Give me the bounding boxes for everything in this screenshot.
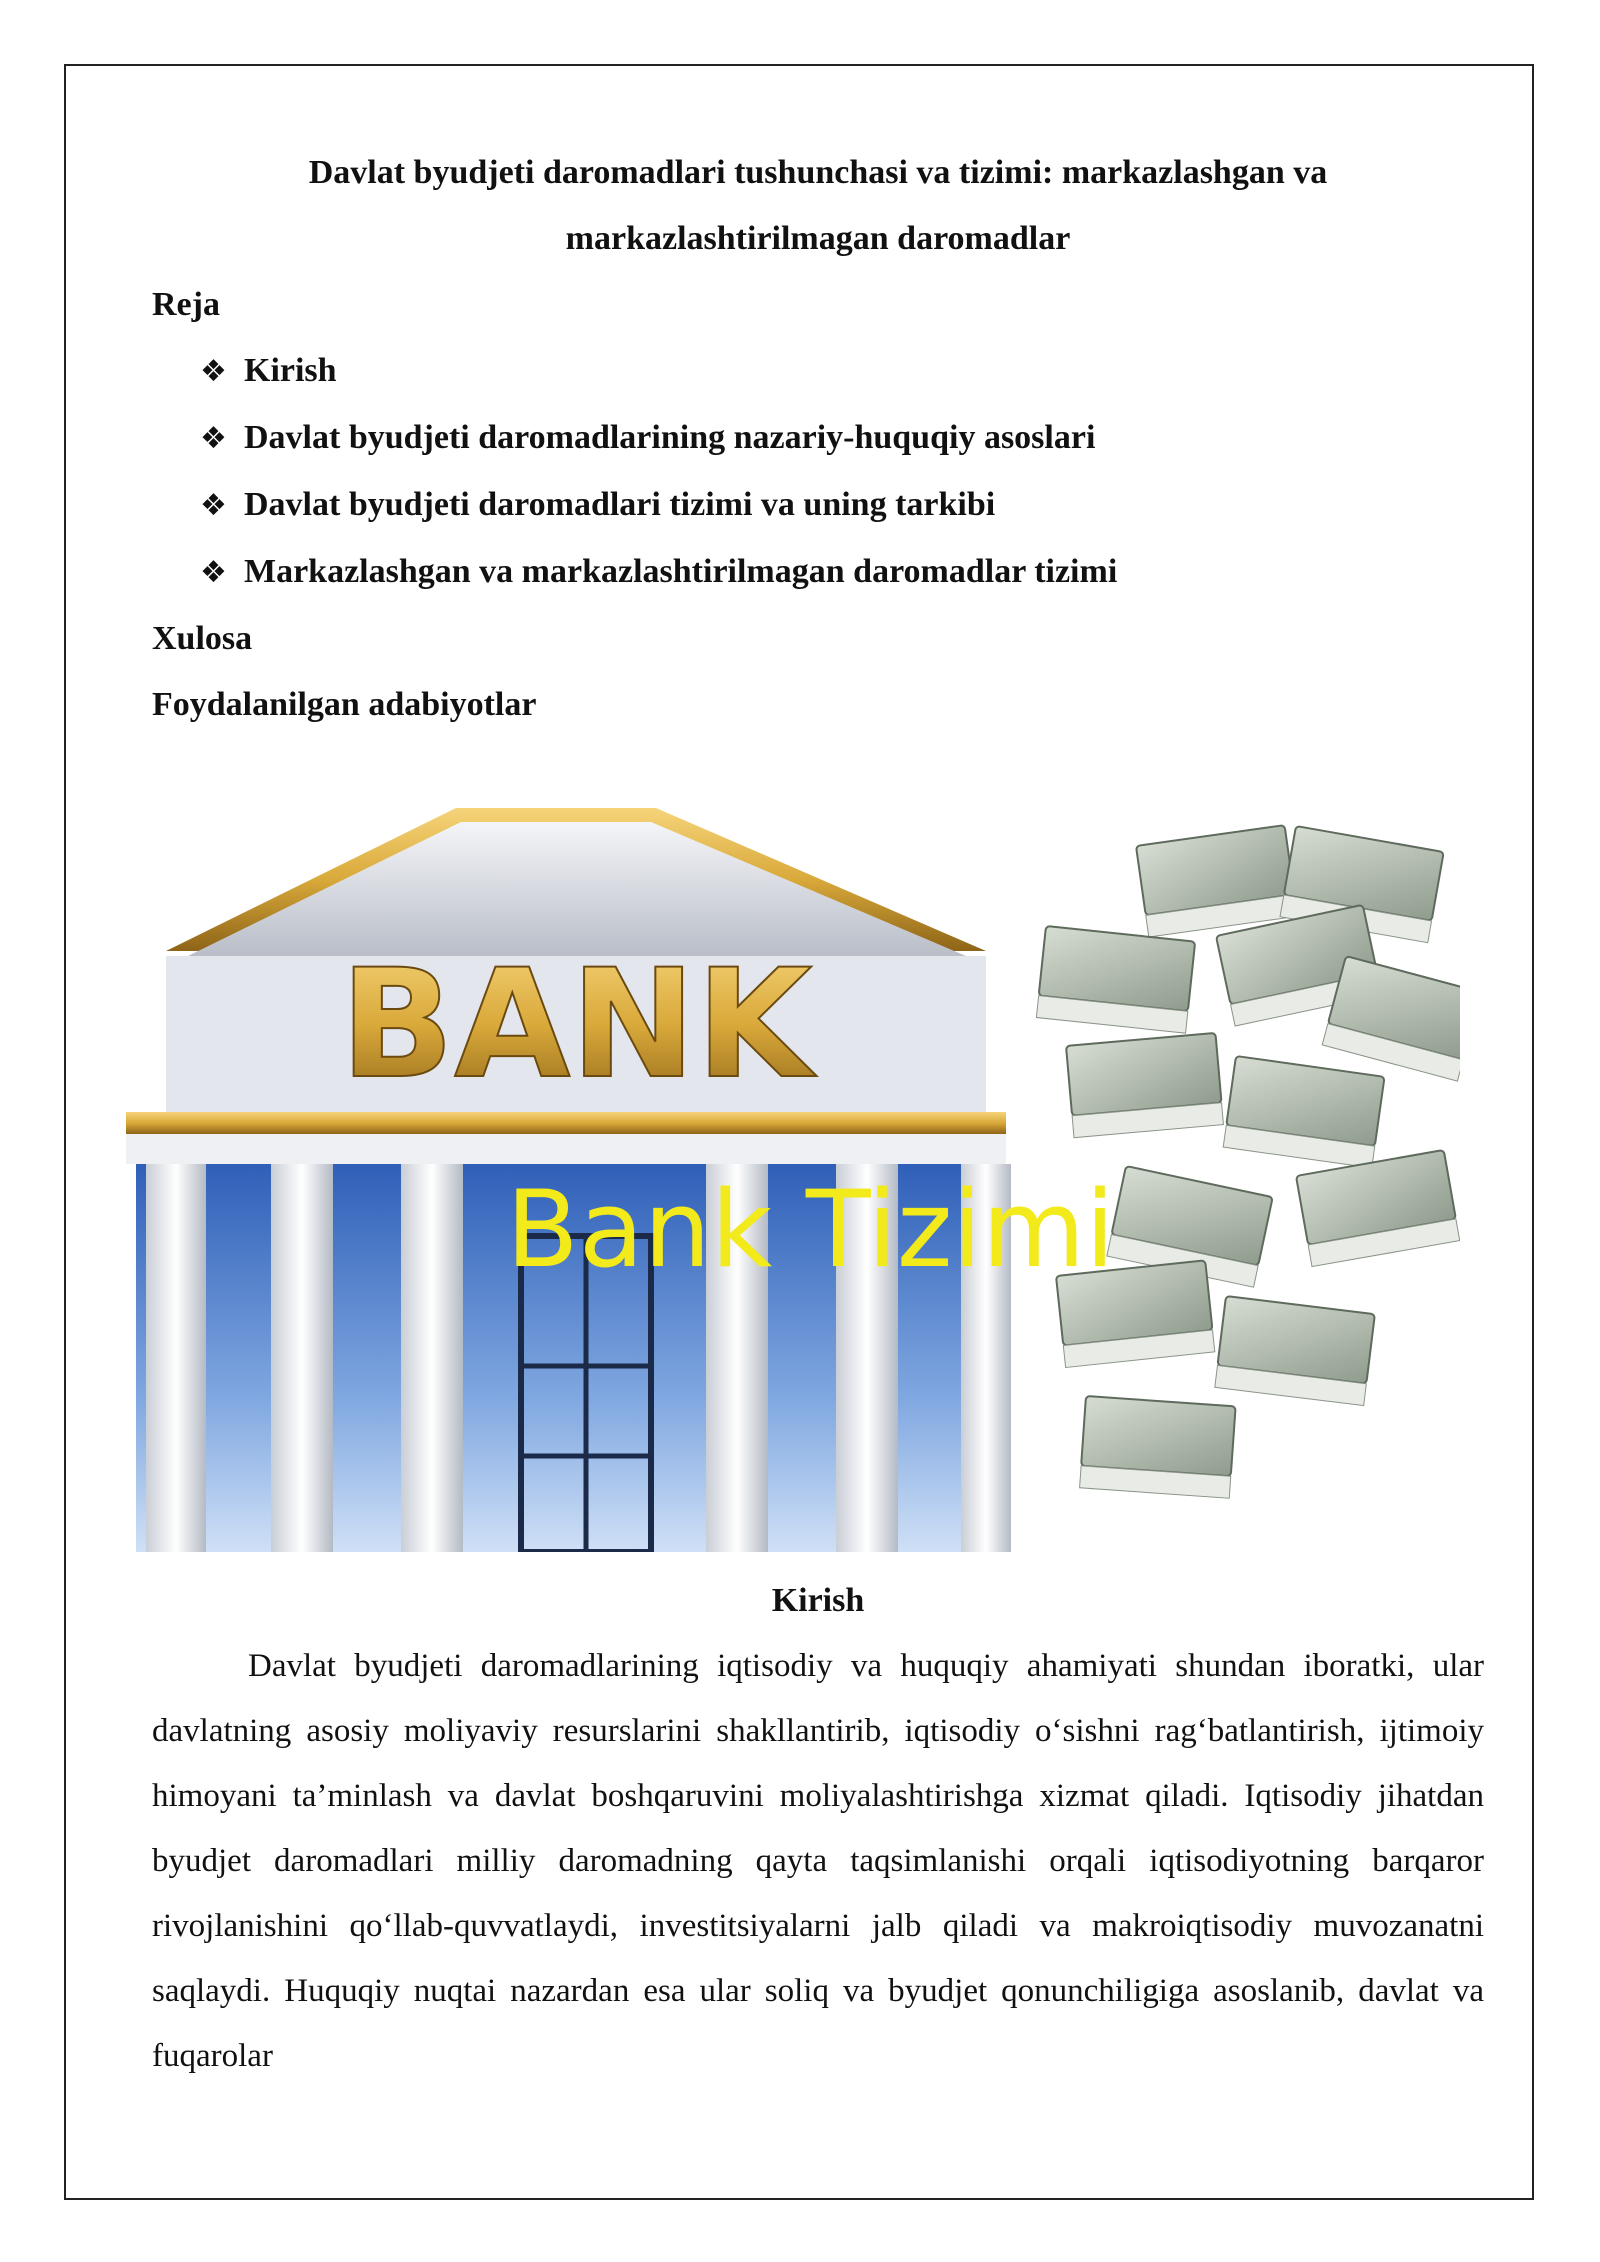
bank-illustration: [126, 806, 1460, 1552]
entablature: [126, 1134, 1006, 1164]
diamond-bullet-icon: ❖: [200, 354, 227, 389]
intro-paragraph: Davlat byudjeti daromadlarining iqtisodiy va huquqiy ahamiyati shundan iboratki, ular davlatning asosiy moliyaviy resurslarini shakllantirib, iqtisodiy o‘sishni rag‘batlantirish, ijtimoiy himoyani ta’minlash va davlat boshqaruvini moliyalashtirishga xizmat qiladi. Iqtisodiy jihatdan byudjet daromadlari milliy daromadning qayta taqsimlanishi orqali iqtisodiyotning barqaror rivojlanishini qo‘llab-quvvatlaydi, investitsiyalarni jalb qiladi va makroiqtisodiy muvozanatni saqlaydi. Huquqiy nuqtai nazardan esa ular soliq va byudjet qonunchiligiga asoslanib, davlat va fuqarolar: [152, 1648, 1484, 2074]
plan-item: [200, 472, 1484, 539]
plan-list: [152, 338, 1484, 606]
title-line-1: Davlat byudjeti daromadlari tushunchasi va tizimi: markazlashgan va: [308, 154, 1328, 191]
plan-item-label: Davlat byudjeti daromadlarining nazariy-huquqiy asoslari: [244, 419, 1096, 456]
bank-sign-text: BANK: [339, 938, 813, 1112]
cash-stacks-icon: [1036, 825, 1460, 1498]
diamond-bullet-icon: ❖: [200, 488, 227, 523]
section-heading-kirish: Kirish: [771, 1582, 865, 1619]
plan-item: [200, 405, 1484, 472]
document-body: [152, 140, 1484, 2089]
bank-tizimi-overlay-text: Bank Tizimi: [506, 1168, 1115, 1291]
document-title: [152, 140, 1484, 272]
gold-cornice: [126, 1112, 1006, 1134]
references-heading: Foydalanilgan adabiyotlar: [152, 686, 537, 723]
diamond-bullet-icon: ❖: [200, 555, 227, 590]
plan-item-label: Davlat byudjeti daromadlari tizimi va uning tarkibi: [244, 486, 996, 523]
plan-item-label: Markazlashgan va markazlashtirilmagan daromadlar tizimi: [244, 553, 1118, 590]
plan-item: [200, 338, 1484, 405]
conclusion-heading: Xulosa: [152, 620, 253, 657]
bank-illustration-svg: [126, 806, 1460, 1552]
plan-item-label: Kirish: [244, 352, 337, 389]
plan-item: [200, 539, 1484, 606]
title-line-2: markazlashtirilmagan daromadlar: [565, 220, 1071, 257]
plan-heading: Reja: [152, 286, 220, 323]
diamond-bullet-icon: ❖: [200, 421, 227, 456]
